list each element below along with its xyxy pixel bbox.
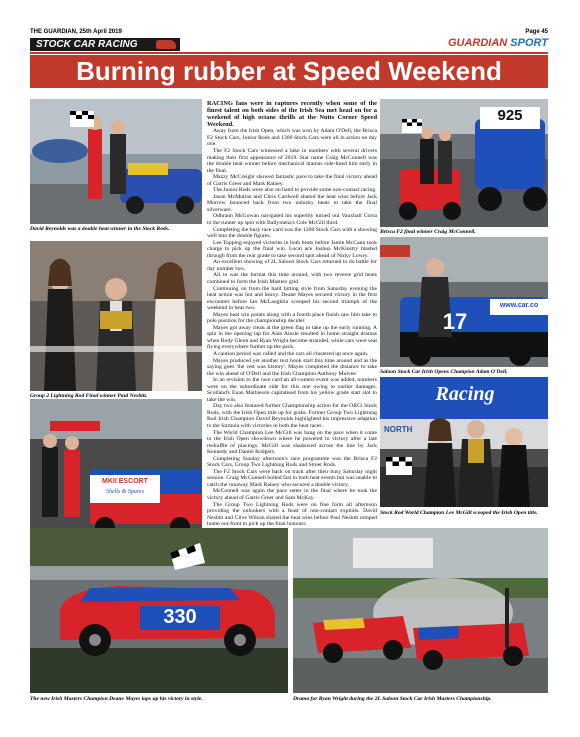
- web-sign: www.car.co: [499, 302, 539, 309]
- paragraph: Completing Sunday afternoon's race programme was the Brisca F2 Stock Cars, Group Two Lightning Rods and Street Rods.: [207, 455, 377, 469]
- photo-mayes: [30, 528, 288, 693]
- paragraph: The F2 Stock Cars witnessed a hike in numbers with several drivers making their first appearance of 2019. Star name Craig McConnell was the double heat winner before mechanical dramas side-lined him early in the final.: [207, 148, 377, 174]
- header-rule: [30, 52, 548, 54]
- car-number-odell: 17: [442, 309, 468, 334]
- headline: Burning rubber at Speed Weekend: [30, 55, 548, 88]
- paragraph: The Group Two Lightning Rods were on fine form all afternoon providing the onlookers with a feast of non-contact exploits. David Nesbitt and Clive Wilson shared the heat wins before Paul Nesbitt romped home out-front to pick up the final honours.: [207, 501, 377, 528]
- caption-odell: Saloon Stock Car Irish Opens Champion Adam O'Dell.: [380, 369, 508, 375]
- paragraph: Mayes heat win points along with a fourth place finish saw him take to pole position for the championship decider.: [207, 311, 377, 325]
- caption-reynolds: David Reynolds was a double heat winner in the Stock Rods.: [30, 226, 170, 232]
- photo-mccreight: [30, 399, 202, 539]
- stock-car-icon: [156, 40, 176, 49]
- car-number-f2: 925: [497, 107, 523, 124]
- paragraph: All in was the format this time around, with two reverse grid heats combined to form the Irish Masters grid.: [207, 272, 377, 285]
- paragraph: Mazzy McCreight showed fantastic pace to take the final victory ahead of Garris Greer and Mark Rainey.: [207, 174, 377, 187]
- photo-nesbitt: [30, 241, 202, 391]
- paragraph: Away from the Irish Open, which was won by Adam O'Dell, the Brisca F2 Stock Cars, Junior Rods and 1300 Stock Cars were all in action on day one.: [207, 128, 377, 148]
- paragraph: Mayes got away clean at the green flag to take up the early running. A spin in the opening lap for Alan Ainsle resulted in home straight dramas when Rody Glenn and Ryan Wright become stranded, while cars were seat flying everywhere further up the pack.: [207, 324, 377, 351]
- paragraph: The Junior Rods were also on hand to provide some non-contact racing.: [213, 187, 377, 194]
- paragraph: Completing the busy race card was the 1300 Stock Cars with a showing well into the double figures.: [207, 226, 377, 240]
- brand-right: SPORT: [510, 37, 548, 49]
- article-lead: RACING fans were in raptures recently when some of the finest talent on both sides of the Irish Sea met head on for a weekend of high octane thrills at the Nutts Corner Speed Weekend.: [207, 100, 377, 129]
- paragraph: McConnell was again the pace setter in the final where he took the victory ahead of Garris Greer and Sam McKay.: [207, 488, 377, 501]
- section-title: STOCK CAR RACING: [36, 39, 138, 50]
- caption-mayes: The new Irish Masters Champion Deane Mayes laps up his victory in style.: [30, 696, 203, 702]
- paragraph: The World Champion Lee McGill was bang on the pace when it come to the Irish Open showdown where he powered to victory after a late reshuffle of placings. McGill was shadowed across the line by Jack Kennedy and Daniel Rodgers.: [207, 429, 377, 456]
- banner-text: Racing: [435, 383, 495, 405]
- brand-left: GUARDIAN: [447, 37, 508, 49]
- paragraph: Lee Topping enjoyed victories in both heats before Jamie McCann took charge to pick up the final win. Local ace Joshua McKinstry blasted through from the rear grade to take second spot ahead of Nicky Lowry.: [207, 239, 377, 259]
- paragraph: An excellent showing of 2L Saloon Stock Cars returned to do battle for day number two.: [207, 259, 377, 272]
- photo-mcgill: [380, 377, 548, 507]
- paragraph: The F2 Stock Cars were back on track after their busy Saturday night session. Craig McConnell bolted fast in both heat events but was unable to catch the runaway Mark Rainey who secured a double victory.: [207, 468, 377, 488]
- paragraph: Continuing on from the hard hitting style from Saturday evening the heat action was hot and heavy. Deane Mayes secured victory in the first encounter before Ian McLaughlin scooped his second triumph of the weekend in heat two.: [207, 285, 377, 312]
- photo-odell: [380, 237, 548, 367]
- caption-mcgill: Stock Rod World Champion Lee McGill scooped the Irish Open title.: [380, 510, 538, 516]
- paragraph: Odhrann McGowan navigated his superbly turned out Vauxhall Corsa to the runner up spot with Ballymena's Cole McGill third.: [207, 213, 377, 227]
- paragraph: Jason McMullan and Chris Cardwell shared the heat wins before Jack Morrow bounced back from two unlucky heats to take the final silverware.: [207, 193, 377, 213]
- caption-wright: Drama for Ryan Wright during the 2L Saloon Stock Car Irish Masters Championship.: [293, 696, 492, 702]
- brand-logo: [448, 37, 548, 49]
- caption-mcconnell: Brisca F2 final winner Craig McConnell.: [380, 229, 476, 235]
- publication-date: THE GUARDIAN, 25th April 2019: [30, 29, 122, 35]
- photo-reynolds: [30, 99, 202, 224]
- escort-sub: Shells & Spares: [105, 489, 145, 495]
- paragraph: In an revision to the race card an all-comers event was added, numbers were on the subordinate side for this one owing to earlier damages. Scotland's Euan Mathieson capitalised from his yellow grade start slot to take the win.: [207, 377, 377, 403]
- section-banner: [30, 38, 180, 51]
- caption-nesbitt: Group 2 Lightning Rod Final winner Paul Nesbitt.: [30, 393, 148, 399]
- photo-wright: [293, 528, 548, 693]
- paragraph: Day two also featured further Championship action for the ORCi Stock Rods, with the Irish Open title up for grabs. Former Group Two Lightning Rod Irish Champion David Reynolds highlighted his impressive adaption to the formula with victories in both the heat races.: [207, 403, 377, 429]
- sponsor-sign: NORTH: [384, 425, 413, 434]
- paragraph: A caution period was called and the cars all clustered up once again.: [213, 350, 369, 357]
- escort-sign: MKII ESCORT: [102, 478, 148, 485]
- paragraph: Mayes produced yet another text book start this time around and as the saying goes 'the rest was history'. Mayes completed the distance to take the win ahead of O'Dell and the Irish Champion Anthony Mulvee.: [207, 357, 377, 377]
- photo-mcconnell: [380, 99, 548, 227]
- page-number: Page 45: [525, 29, 548, 35]
- car-number-mayes: 330: [163, 606, 197, 628]
- article-body: [207, 100, 377, 528]
